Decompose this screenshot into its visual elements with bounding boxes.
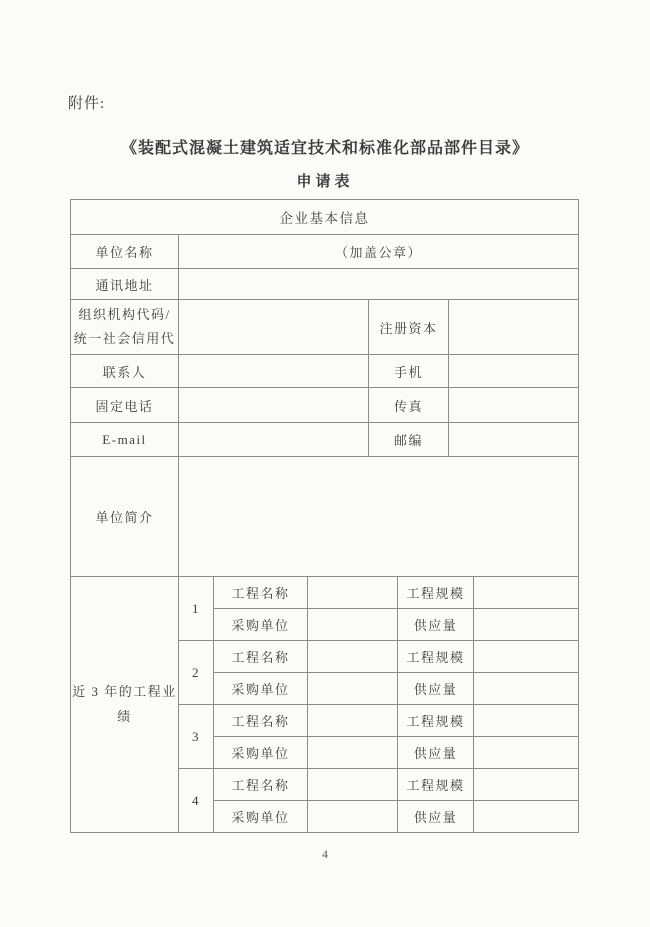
table-row: [71, 200, 579, 235]
project-scale-label: 工程规模: [398, 577, 474, 609]
project-scale-label: 工程规模: [398, 769, 474, 801]
purchaser-label: 采购单位: [214, 609, 308, 641]
project-name-value-cell: [308, 705, 398, 737]
org-code-label: [71, 300, 179, 355]
project-name-label: 工程名称: [214, 641, 308, 673]
purchaser-label: 采购单位: [214, 737, 308, 769]
project-name-value-cell: [308, 577, 398, 609]
project-name-value-cell: [308, 769, 398, 801]
supply-volume-value-cell: [474, 609, 579, 641]
supply-volume-value-cell: [474, 737, 579, 769]
performance-label-line2: 绩: [117, 708, 132, 724]
purchaser-label: 采购单位: [214, 673, 308, 705]
catalog-title: 《装配式混凝土建筑适宜技术和标准化部品部件目录》: [120, 140, 529, 157]
seal-note: （加盖公章）: [334, 245, 422, 260]
project-number: 4: [179, 769, 214, 833]
table-row: [71, 457, 579, 577]
project-scale-value-cell: [474, 577, 579, 609]
table-row: [71, 235, 579, 269]
form-title: 申请表: [296, 174, 354, 190]
application-form-table: [70, 199, 579, 833]
email-label: E-mail: [71, 423, 179, 457]
company-profile-value-cell: [179, 457, 579, 577]
org-code-label-line1: 组织机构代码/: [78, 306, 171, 322]
address-value-cell: [179, 269, 579, 300]
postal-code-label: 邮编: [369, 423, 449, 457]
unit-name-value-cell: [179, 235, 579, 269]
postal-code-value-cell: [449, 423, 579, 457]
address-label: 通讯地址: [71, 269, 179, 300]
supply-volume-value-cell: [474, 673, 579, 705]
project-number: 2: [179, 641, 214, 705]
section-header: 企业基本信息: [71, 200, 579, 235]
project-name-label: 工程名称: [214, 769, 308, 801]
org-code-value-cell: [179, 300, 369, 355]
performance-section-label: [71, 577, 179, 833]
company-profile-label: 单位简介: [71, 457, 179, 577]
table-row: [71, 355, 579, 388]
registered-capital-label: 注册资本: [369, 300, 449, 355]
supply-volume-value-cell: [474, 801, 579, 833]
project-scale-label: 工程规模: [398, 641, 474, 673]
purchaser-value-cell: [308, 801, 398, 833]
table-row: [71, 423, 579, 457]
page-number: 4: [322, 847, 328, 861]
unit-name-label: 单位名称: [71, 235, 179, 269]
fax-label: 传真: [369, 388, 449, 423]
project-scale-value-cell: [474, 641, 579, 673]
attachment-label: 附件:: [68, 96, 106, 112]
performance-label-line1: 近 3 年的工程业: [72, 684, 177, 700]
project-name-label: 工程名称: [214, 705, 308, 737]
mobile-value-cell: [449, 355, 579, 388]
project-name-label: 工程名称: [214, 577, 308, 609]
contact-person-label: 联系人: [71, 355, 179, 388]
project-scale-value-cell: [474, 705, 579, 737]
project-number: 3: [179, 705, 214, 769]
project-name-value-cell: [308, 641, 398, 673]
landline-label: 固定电话: [71, 388, 179, 423]
supply-volume-label: 供应量: [398, 673, 474, 705]
supply-volume-label: 供应量: [398, 801, 474, 833]
supply-volume-label: 供应量: [398, 737, 474, 769]
mobile-label: 手机: [369, 355, 449, 388]
purchaser-value-cell: [308, 673, 398, 705]
table-row: [71, 269, 579, 300]
table-row: [71, 577, 579, 609]
table-row: [71, 388, 579, 423]
org-code-label-line2: 统一社会信用代: [73, 331, 176, 346]
landline-value-cell: [179, 388, 369, 423]
table-row: [71, 300, 579, 355]
contact-person-value-cell: [179, 355, 369, 388]
supply-volume-label: 供应量: [398, 609, 474, 641]
project-scale-value-cell: [474, 769, 579, 801]
purchaser-label: 采购单位: [214, 801, 308, 833]
project-number: 1: [179, 577, 214, 641]
registered-capital-value-cell: [449, 300, 579, 355]
purchaser-value-cell: [308, 737, 398, 769]
email-value-cell: [179, 423, 369, 457]
fax-value-cell: [449, 388, 579, 423]
project-scale-label: 工程规模: [398, 705, 474, 737]
purchaser-value-cell: [308, 609, 398, 641]
